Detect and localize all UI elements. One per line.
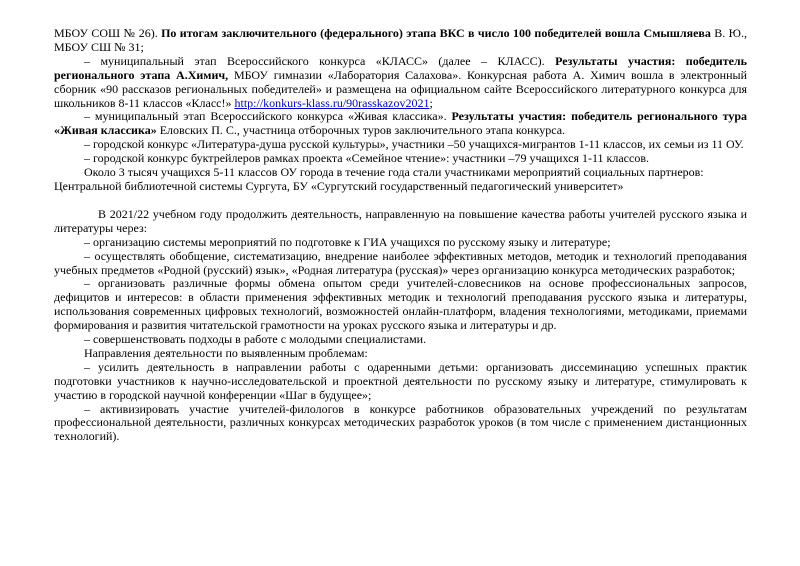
paragraph: [54, 361, 747, 403]
paragraph: [54, 110, 747, 138]
text-run: – муниципальный этап Всероссийского конкурса «Живая классика».: [84, 109, 452, 124]
text-run: – городской конкурс буктрейлеров рамках проекта «Семейное чтение»: участники –79 учащихся 1-11 классов.: [84, 151, 649, 166]
text-run: – муниципальный этап Всероссийского конкурса «КЛАСС» (далее – КЛАСС).: [84, 53, 556, 68]
paragraph: [54, 180, 747, 194]
text-run: – городской конкурс «Литература-душа русской культуры», участники –50 учащихся-мигрантов 1-11 классов, их семьи из 11 ОУ.: [84, 137, 744, 152]
text-run: Центральной библиотечной системы Сургута, БУ «Сургутский государственный педагогический университет»: [54, 178, 624, 193]
text-run: В 2021/22 учебном году продолжить деятельность, направленную на повышение качества работы учителей русского языка и литературы через:: [54, 206, 747, 235]
paragraph: [54, 138, 747, 152]
paragraph: [54, 166, 747, 180]
paragraph: [54, 152, 747, 166]
text-run: – активизировать участие учителей-филологов в конкурсе работников образовательных учреждений по результатам профессиональной деятельности, различных конкурсах методических разработок уроков (в том числе с применением дистанционных технологий).: [54, 401, 747, 444]
text-run: Еловских П. С., участница отборочных туров заключительного этапа конкурса.: [156, 123, 566, 138]
text-run: Направления деятельности по выявленным проблемам:: [84, 345, 368, 360]
hyperlink[interactable]: http://konkurs-klass.ru/90rasskazov2021: [234, 95, 430, 110]
text-run: – организовать различные формы обмена опытом среди учителей-словесников на основе профессиональных запросов, дефицитов и интересов: в области применения эффективных методик и технологий преподавания русского языка и литературы, использования современных цифровых технологий, возможностей онлайн-платформ, владения технологиями, методиками, приемами формирования и развития читательской грамотности на уроках русского языка и литературы и др.: [54, 276, 747, 333]
paragraph: [54, 250, 747, 278]
paragraph: [54, 277, 747, 333]
text-run: – усилить деятельность в направлении работы с одаренными детьми: организовать диссеминацию успешных практик подготовки участников к научно-исследовательской и проектной деятельности по русскому языку и литературе, стимулировать к участию в городской научной конференции «Шаг в будущее»;: [54, 359, 747, 402]
text-run-bold: По итогам заключительного (федерального) этапа ВКС в число 100 победителей вошла Смышляева: [161, 26, 711, 40]
text-run: – совершенствовать подходы в работе с молодыми специалистами.: [84, 332, 427, 347]
paragraph: [54, 236, 747, 250]
text-run: МБОУ гимназии «Лаборатория Салахова». Конкурсная работа А. Химич вошла в электронный сборник «90 рассказов региональных победителей» и размещена на официальном сайте Всероссийского литературного конкурса для школьников 8-11 классов «Класс!»: [54, 67, 748, 110]
text-run: МБОУ СОШ № 26).: [54, 26, 162, 40]
paragraph: [54, 333, 747, 347]
text-run-bold: Результаты участия: победитель регионального этапа А.Химич,: [54, 53, 747, 82]
paragraph: [54, 208, 747, 236]
paragraph: [54, 403, 747, 445]
paragraph: [54, 27, 747, 55]
text-run: Около 3 тысяч учащихся 5-11 классов ОУ города в течение года стали участниками мероприятий социальных партнеров:: [84, 165, 704, 180]
text-run: ;: [429, 95, 433, 110]
paragraph: [54, 347, 747, 361]
text-run: В. Ю., МБОУ СШ № 31;: [54, 26, 748, 54]
paragraph: [54, 55, 747, 111]
text-run: – организацию системы мероприятий по подготовке к ГИА учащихся по русскому языку и литературе;: [84, 234, 611, 249]
text-run-bold: Результаты участия: победитель регионального тура «Живая классика»: [54, 109, 747, 138]
text-run: – осуществлять обобщение, систематизацию, внедрение наиболее эффективных методов, методик и технологий преподавания учебных предметов «Родной (русский) язык», «Родная литература (русская)» через организацию конкурса методических разработок;: [54, 248, 747, 277]
